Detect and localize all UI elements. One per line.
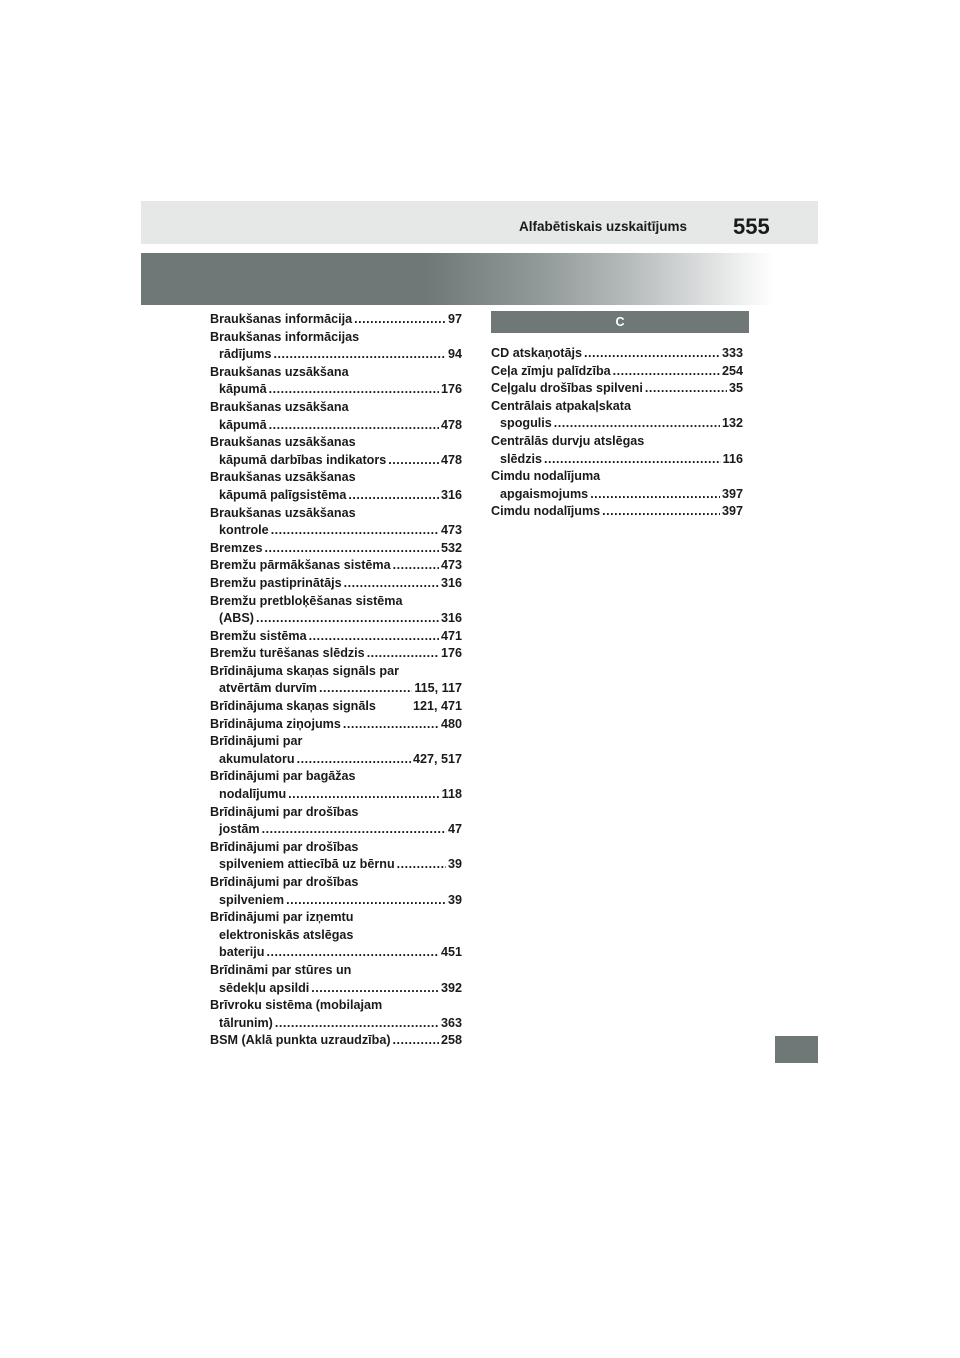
index-entry — [210, 716, 462, 734]
index-entry-text: Bremžu pretbloķēšanas sistēma — [210, 593, 403, 608]
index-entry-text: Centrālais atpakaļskata — [491, 398, 632, 413]
index-entry-text: Brīdinājumi par bagāžas — [210, 769, 356, 784]
index-entry — [210, 329, 462, 364]
index-entry — [210, 874, 462, 909]
index-entry-text: Brīvroku sistēma (mobilajam — [210, 998, 383, 1013]
index-entry-text: Cimdu nodalījuma — [491, 469, 601, 484]
index-entry-text: slēdzis — [500, 451, 542, 466]
index-entry-text: kāpumā palīgsistēma — [219, 487, 347, 502]
dot-leader — [297, 751, 411, 769]
index-entry — [491, 363, 743, 381]
index-entry-text: Cimdu nodalījums — [491, 504, 601, 519]
index-entry-text: bateriju — [219, 945, 265, 960]
index-entry-text: kāpumā — [219, 382, 267, 397]
index-entry — [210, 962, 462, 997]
index-entry-text: Bremžu sistēma — [210, 628, 307, 643]
dot-leader — [311, 980, 439, 998]
index-entry — [491, 398, 743, 433]
index-entry-text: Brīdinājuma ziņojums — [210, 716, 341, 731]
index-entry-text: CD atskaņotājs — [491, 346, 582, 360]
index-entry-text: Centrālās durvju atslēgas — [491, 433, 645, 448]
index-entry-text: Brīdinājumi par — [210, 734, 303, 749]
dot-leader — [645, 380, 727, 398]
letter-heading-c: C — [491, 311, 749, 333]
index-entry-page: 97 — [447, 312, 462, 326]
index-entry-page: 480 — [440, 716, 462, 731]
dot-leader — [265, 540, 439, 558]
dot-leader — [343, 716, 439, 734]
dot-leader — [267, 944, 439, 962]
index-entry-page: 35 — [728, 381, 743, 396]
side-tab — [775, 1036, 818, 1063]
index-entry — [210, 768, 462, 803]
index-entry-text: BSM (Aklā punkta uzraudzība) — [210, 1033, 391, 1048]
index-entry-text: kāpumā — [219, 417, 267, 432]
dot-leader — [309, 628, 439, 646]
index-entry-text: Brīdināmi par stūres un — [210, 962, 352, 977]
section-band — [141, 253, 774, 305]
dot-leader — [584, 345, 720, 363]
index-entry-page: 47 — [447, 822, 462, 837]
index-entry — [210, 469, 462, 504]
index-entry-page: 473 — [440, 558, 462, 573]
index-entry-text: Brīdinājuma skaņas signāls — [210, 699, 376, 714]
index-entry-page: 451 — [440, 945, 462, 960]
dot-leader — [319, 680, 412, 698]
page-title: Alfabētiskais uzskaitījums — [519, 219, 688, 234]
index-entry-page: 333 — [721, 346, 743, 360]
index-entry-text: akumulatoru — [219, 751, 295, 766]
index-entry — [210, 399, 462, 434]
index-entry-text: jostām — [219, 822, 260, 837]
index-entry-text: spogulis — [500, 416, 552, 431]
index-entry — [210, 839, 462, 874]
index-entry-page: 115, 117 — [414, 681, 462, 696]
index-entry — [491, 433, 743, 468]
dot-leader — [262, 821, 446, 839]
index-entry-page: 478 — [440, 417, 462, 432]
index-entry-text: spilveniem — [219, 892, 285, 907]
dot-leader — [613, 363, 720, 381]
dot-leader — [348, 487, 439, 505]
index-entry — [491, 503, 743, 521]
index-entry-text: Ceļa zīmju palīdzība — [491, 363, 611, 378]
dot-leader — [393, 1032, 439, 1050]
index-entry-page: 316 — [440, 575, 462, 590]
index-entry-text: Braukšanas informācija — [210, 312, 353, 326]
index-entry — [210, 733, 462, 768]
index-entry-text: atvērtām durvīm — [219, 681, 317, 696]
index-entry — [210, 434, 462, 469]
index-entry — [491, 468, 743, 503]
index-entry-text: Braukšanas uzsākšana — [210, 364, 349, 379]
index-entry-text: Braukšanas uzsākšanas — [210, 470, 356, 485]
dot-leader — [269, 381, 439, 399]
index-entry — [210, 628, 462, 646]
dot-leader — [367, 645, 439, 663]
index-entry-text: Braukšanas uzsākšanas — [210, 505, 356, 520]
dot-leader — [271, 522, 439, 540]
index-entry — [210, 557, 462, 575]
index-entry-text: Brīdinājuma skaņas signāls par — [210, 663, 399, 678]
index-entry-text: Brīdinājumi par izņemtu — [210, 910, 354, 925]
index-entry-text: rādījums — [219, 347, 272, 362]
index-entry-page: 121, 471 — [412, 699, 462, 714]
index-column-left — [210, 311, 462, 1050]
index-entry-text: spilveniem attiecībā uz bērnu — [219, 857, 395, 872]
index-entry — [210, 909, 462, 962]
index-entry — [491, 380, 743, 398]
index-entry-page: 132 — [721, 416, 743, 431]
index-entry-text: Bremžu pārmākšanas sistēma — [210, 558, 391, 573]
dot-leader — [274, 346, 446, 364]
dot-leader — [256, 610, 439, 628]
index-entry — [210, 645, 462, 663]
dot-leader — [602, 503, 720, 521]
dot-leader — [544, 451, 721, 469]
index-entry — [210, 663, 462, 698]
dot-leader — [269, 417, 439, 435]
dot-leader — [354, 311, 446, 329]
dot-leader — [397, 856, 446, 874]
index-entry-page: 176 — [440, 646, 462, 661]
dot-leader — [344, 575, 439, 593]
index-entry-text: kontrole — [219, 523, 269, 538]
index-entry-page: 118 — [441, 787, 462, 802]
index-entry-page: 363 — [440, 1015, 462, 1030]
index-entry-page: 39 — [447, 857, 462, 872]
index-entry-text: tālrunim) — [219, 1015, 273, 1030]
index-entry-page: 254 — [721, 363, 743, 378]
index-entry — [210, 540, 462, 558]
index-entry-text: Bremzes — [210, 540, 263, 555]
index-entry-text: (ABS) — [219, 611, 254, 626]
index-entry-page: 471 — [440, 628, 462, 643]
index-entry-text: Brīdinājumi par drošības — [210, 804, 359, 819]
index-entry-text: Brīdinājumi par drošības — [210, 839, 359, 854]
header-bar — [141, 201, 818, 244]
index-entry — [210, 593, 462, 628]
index-entry-text: nodalījumu — [219, 787, 287, 802]
index-entry-page: 473 — [440, 523, 462, 538]
index-entry-text: Bremžu turēšanas slēdzis — [210, 646, 365, 661]
index-entry-page: 258 — [440, 1033, 462, 1048]
index-entry-page: 392 — [440, 980, 462, 995]
dot-leader — [388, 452, 439, 470]
index-entry-text: Brīdinājumi par drošības — [210, 875, 359, 889]
dot-leader — [590, 486, 720, 504]
index-entry-text: Ceļgalu drošības spilveni — [491, 381, 643, 396]
index-entry — [210, 698, 462, 716]
index-entry-page: 94 — [447, 347, 462, 362]
index-entry — [210, 505, 462, 540]
dot-leader — [393, 557, 439, 575]
index-entry-text: Braukšanas uzsākšana — [210, 399, 349, 414]
dot-leader — [554, 415, 720, 433]
index-entry-page: 397 — [721, 486, 743, 501]
index-entry-text: kāpumā darbības indikators — [219, 452, 387, 467]
index-entry-text: apgaismojums — [500, 486, 589, 501]
index-entry-page: 39 — [447, 892, 462, 907]
index-entry-text: Braukšanas uzsākšanas — [210, 435, 356, 450]
index-entry-text: Braukšanas informācijas — [210, 329, 360, 344]
index-entry-text: Bremžu pastiprinātājs — [210, 575, 342, 590]
index-entry-page: 116 — [722, 451, 743, 466]
index-entry — [210, 311, 462, 329]
index-entry-text: sēdekļu apsildi — [219, 980, 310, 995]
index-column-right — [491, 311, 743, 521]
index-entry-text: elektroniskās atslēgas — [219, 927, 354, 942]
index-entry — [210, 804, 462, 839]
index-entry-page: 316 — [440, 487, 462, 502]
index-entry — [491, 345, 743, 363]
index-entry-page: 316 — [440, 611, 462, 626]
index-entry-page: 532 — [440, 540, 462, 555]
index-entry-page: 176 — [440, 382, 462, 397]
index-entry — [210, 364, 462, 399]
index-entry — [210, 1032, 462, 1050]
index-entry — [210, 575, 462, 593]
index-entry-page: 427, 517 — [412, 751, 462, 766]
dot-leader — [275, 1015, 439, 1033]
dot-leader — [288, 786, 440, 804]
index-entry-page: 397 — [721, 504, 743, 519]
page-number: 555 — [733, 214, 770, 239]
index-entry-page: 478 — [440, 452, 462, 467]
dot-leader — [286, 892, 446, 910]
index-entry — [210, 997, 462, 1032]
